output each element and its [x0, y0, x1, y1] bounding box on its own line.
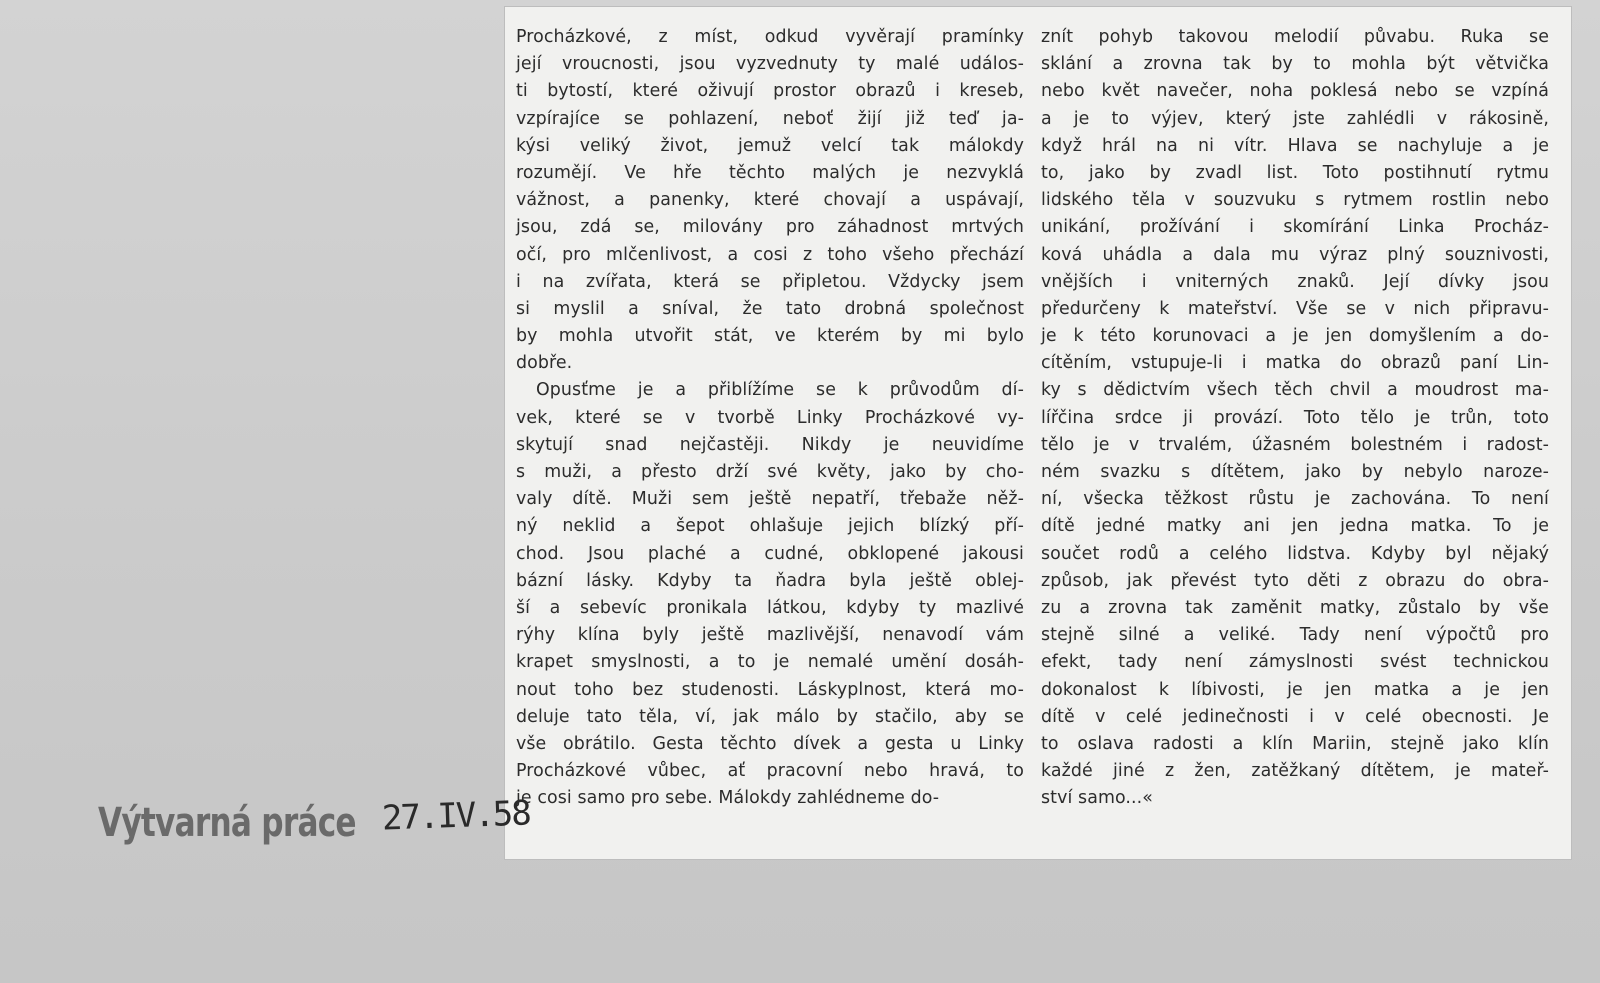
article-line: ný neklid a šepot ohlašuje jejich blízký pří-: [516, 516, 1024, 537]
article-line: Procházkové, z míst, odkud vyvěrají pramínky: [516, 27, 1024, 47]
article-line: způsob, jak převést tyto děti z obrazu do obra-: [1041, 570, 1549, 591]
article-line: unikání, prožívání i skomírání Linka Procház-: [1041, 217, 1549, 238]
article-line: krapet smyslnosti, a to je nemalé umění dosáh-: [516, 652, 1024, 673]
article-column-right: [1041, 24, 1549, 812]
article-line: když hrál na ni vítr. Hlava se nachyluje a je: [1041, 135, 1549, 156]
article-line: dítě v celé jedinečnosti i v celé obecnosti. Je: [1041, 706, 1549, 727]
article-line: předurčeny k mateřství. Vše se v nich připravu-: [1041, 298, 1549, 319]
article-line: chod. Jsou plaché a cudné, obklopené jakousi: [516, 543, 1024, 564]
article-line: dobře.: [516, 353, 573, 374]
article-line: dítě jedné matky ani jen jedna matka. To je: [1041, 516, 1549, 537]
article-line: nout toho bez studenosti. Láskyplnost, která mo-: [516, 679, 1024, 700]
article-line: očí, pro mlčenlivost, a cosi z toho všeho přechází: [516, 244, 1024, 265]
article-line: vnějších i vniterných znaků. Její dívky jsou: [1041, 271, 1549, 292]
article-line: je k této korunovaci a je jen domyšlením a do-: [1041, 326, 1549, 347]
article-line: kýsi veliký život, jemuž velcí tak málokdy: [516, 135, 1024, 156]
article-line: s muži, a přesto drží své květy, jako by cho-: [516, 462, 1024, 482]
article-line: vážnost, a panenky, které chovají a uspávají,: [516, 190, 1024, 211]
article-line: rozumějí. Ve hře těchto malých je nezvyklá: [516, 162, 1024, 183]
article-line: to, jako by zvadl list. Toto postihnutí rytmu: [1041, 162, 1549, 183]
article-line: znít pohyb takovou melodií půvabu. Ruka se: [1041, 27, 1549, 47]
article-line: vše obrátilo. Gesta těchto dívek a gesta u Linky: [516, 733, 1024, 754]
article-line: tělo je v trvalém, úžasném bolestném i radost-: [1041, 434, 1549, 455]
article-line: rýhy klína byly ještě mazlivější, nenavodí vám: [516, 625, 1024, 646]
article-line: by mohla utvořit stát, ve kterém by mi bylo: [516, 326, 1024, 347]
article-line: efekt, tady není zámyslnosti svést technickou: [1041, 652, 1549, 673]
article-line: ném svazku s dítětem, jako by nebylo naroze-: [1041, 462, 1549, 482]
article-line: ší a sebevíc pronikala látkou, kdyby ty mazlivé: [516, 597, 1024, 618]
article-line: stejně silné a veliké. Tady není výpočtů pro: [1041, 625, 1549, 646]
article-line: ství samo...«: [1041, 788, 1154, 809]
article-column-left: [516, 24, 1024, 812]
article-line: i na zvířata, která se připletou. Vždycky jsem: [516, 271, 1024, 292]
article-line: zu a zrovna tak zaměnit matky, zůstalo by vše: [1041, 597, 1549, 618]
article-line: každé jiné z žen, zatěžkaný dítětem, je mateř-: [1041, 761, 1549, 782]
article-line: je cosi samo pro sebe. Málokdy zahlédneme do-: [516, 788, 940, 809]
article-line: skytují snad nejčastěji. Nikdy je neuvidíme: [516, 434, 1024, 455]
article-line: ková uhádla a dala mu výraz plný souznivosti,: [1041, 244, 1549, 265]
article-line: dokonalost k líbivosti, je jen matka a je jen: [1041, 679, 1549, 700]
article-line: si myslil a sníval, že tato drobná společnost: [516, 298, 1024, 319]
article-line: lidského těla v souzvuku s rytmem rostlin nebo: [1041, 190, 1549, 211]
article-line: součet rodů a celého lidstva. Kdyby byl nějaký: [1041, 543, 1549, 564]
article-line: sklání a zrovna tak by to mohla být větvička: [1041, 54, 1549, 75]
article-line: jsou, zdá se, milovány pro záhadnost mrtvých: [516, 217, 1024, 238]
article-line: nebo květ navečer, noha poklesá nebo se vzpíná: [1041, 81, 1549, 102]
article-line: vzpírajíce se pohlazení, neboť žijí již teď ja-: [516, 108, 1024, 129]
article-line: Procházkové vůbec, ať pracovní nebo hravá, to: [516, 761, 1024, 782]
article-line: její vroucnosti, jsou vyzvednuty ty malé událos-: [516, 54, 1024, 75]
article-line: vek, které se v tvorbě Linky Procházkové vy-: [516, 407, 1024, 428]
article-line: ky s dědictvím všech těch chvil a moudrost ma-: [1041, 380, 1549, 401]
article-line: ní, všecka těžkost růstu je zachována. To není: [1041, 489, 1549, 510]
article-line: cítěním, vstupuje-li i matka do obrazů paní Lin-: [1041, 353, 1549, 374]
article-line: Opusťme je a přiblížíme se k průvodům dí-: [536, 380, 1024, 401]
article-line: ti bytostí, které oživují prostor obrazů i kreseb,: [516, 81, 1024, 102]
article-line: lířčina srdce ji provází. Toto tělo je trůn, toto: [1041, 407, 1549, 428]
article-line: deluje tato těla, ví, jak málo by stačilo, aby se: [516, 706, 1024, 727]
publication-stamp: Výtvarná práce: [98, 800, 356, 846]
article-line: to oslava radosti a klín Mariin, stejně jako klín: [1041, 733, 1549, 754]
article-line: a je to výjev, který jste zahlédli v rákosině,: [1041, 108, 1549, 129]
newspaper-clipping: [505, 7, 1571, 859]
article-line: bázní lásky. Kdyby ta ňadra byla ještě oblej-: [516, 570, 1024, 591]
handwritten-date: 27.IV.58: [381, 793, 531, 839]
article-line: valy dítě. Muži sem ještě nepatří, třebaže něž-: [516, 489, 1024, 510]
